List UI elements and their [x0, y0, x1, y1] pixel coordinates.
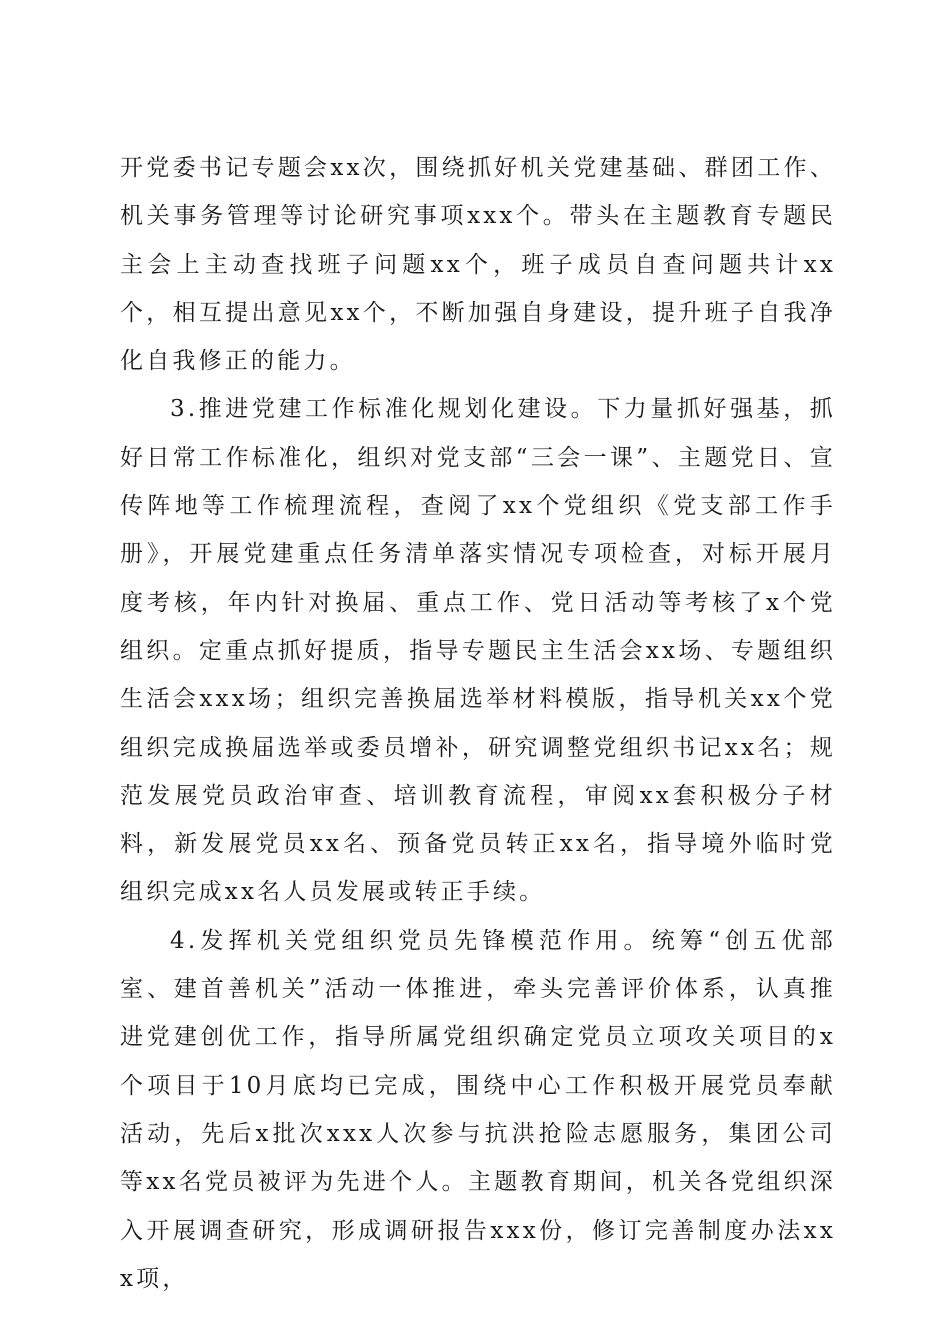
body-text: [120, 144, 836, 1303]
paragraph-item-4: 4.发挥机关党组织党员先锋模范作用。统筹“创五优部室、建首善机关”活动一体推进，牵头完善评价体系，认真推进党建创优工作，指导所属党组织确定党员立项攻关项目的x个项目于10月底均已完成，围绕中心工作积极开展党员奉献活动，先后x批次xxx人次参与抗洪抢险志愿服务，集团公司等xx名党员被评为先进个人。主题教育期间，机关各党组织深入开展调查研究，形成调研报告xxx份，修订完善制度办法xxx项，: [120, 927, 836, 1292]
paragraph-continued: 开党委书记专题会xx次，围绕抓好机关党建基础、群团工作、机关事务管理等讨论研究事项xxx个。带头在主题教育专题民主会上主动查找班子问题xx个，班子成员自查问题共计xx个，相互提出意见xx个，不断加强自身建设，提升班子自我净化自我修正的能力。: [120, 155, 836, 375]
paragraph-item-3: 3.推进党建工作标准化规划化建设。下力量抓好强基，抓好日常工作标准化，组织对党支部“三会一课”、主题党日、宣传阵地等工作梳理流程，查阅了xx个党组织《党支部工作手册》，开展党建重点任务清单落实情况专项检查，对标开展月度考核，年内针对换届、重点工作、党日活动等考核了x个党组织。定重点抓好提质，指导专题民主生活会xx场、专题组织生活会xxx场；组织完善换届选举材料模版，指导机关xx个党组织完成换届选举或委员增补，研究调整党组织书记xx名；规范发展党员政治审查、培训教育流程，审阅xx套积极分子材料，新发展党员xx名、预备党员转正xx名，指导境外临时党组织完成xx名人员发展或转正手续。: [120, 396, 836, 906]
